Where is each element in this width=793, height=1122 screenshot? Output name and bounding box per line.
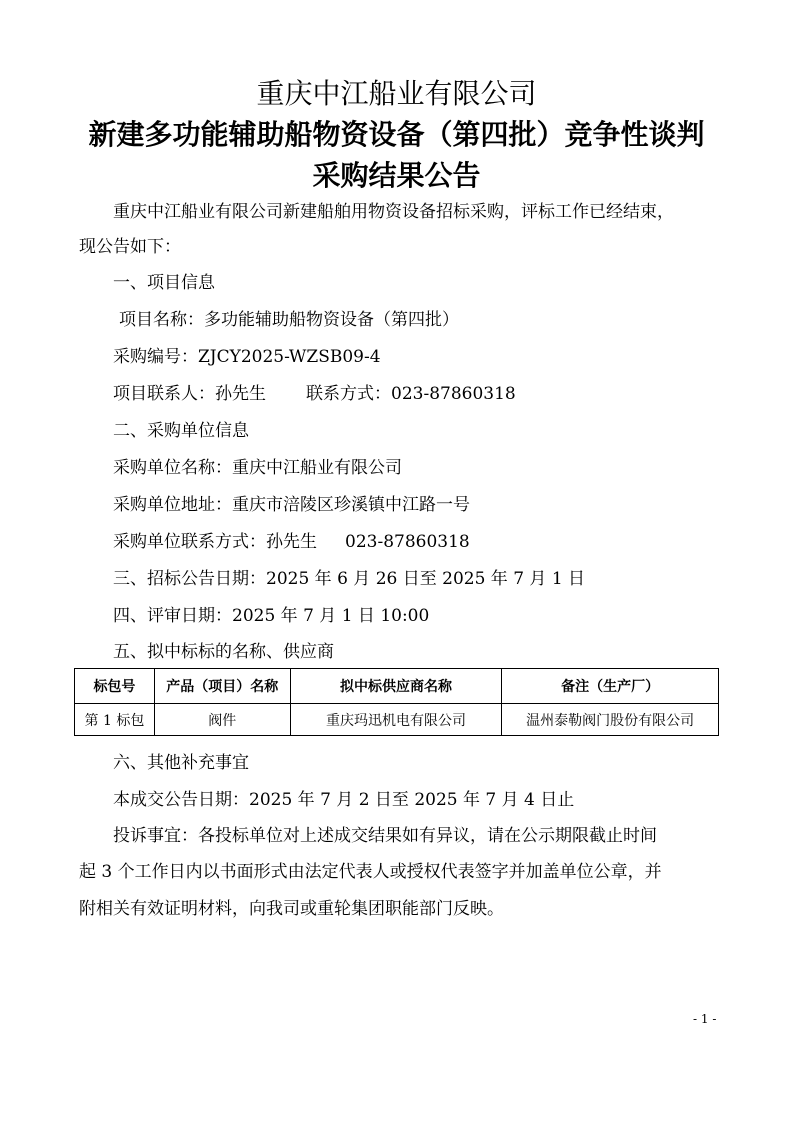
notice-title-line2: 采购结果公告	[312, 159, 481, 192]
contact-person: 项目联系人：孙先生	[113, 384, 266, 404]
table-cell: 重庆玛迅机电有限公司	[290, 704, 502, 736]
unit-name: 采购单位名称：重庆中江船业有限公司	[113, 458, 402, 478]
table-header-cell: 产品（项目）名称	[154, 669, 290, 704]
unit-contact	[113, 531, 470, 553]
notice-title-line1: 新建多功能辅助船物资设备（第四批）竞争性谈判	[88, 118, 705, 151]
section-2-heading: 二、采购单位信息	[113, 421, 249, 441]
award-table	[74, 668, 719, 736]
project-contact	[113, 383, 516, 405]
table-header-cell: 标包号	[75, 669, 155, 704]
complaint-line1: 投诉事宜：各投标单位对上述成交结果如有异议，请在公示期限截止时间	[113, 826, 657, 846]
project-name: 项目名称：多功能辅助船物资设备（第四批）	[119, 310, 459, 330]
table-header-cell: 备注（生产厂）	[502, 669, 719, 704]
intro-line1: 重庆中江船业有限公司新建船舶用物资设备招标采购，评标工作已经结束，	[113, 202, 674, 222]
complaint-line2: 起 3 个工作日内以书面形式由法定代表人或授权代表签字并加盖单位公章，并	[79, 862, 662, 882]
section-4-review-date: 四、评审日期：2025 年 7 月 1 日 10:00	[113, 606, 430, 626]
section-5-heading: 五、拟中标标的名称、供应商	[113, 642, 334, 662]
company-title: 重庆中江船业有限公司	[256, 77, 537, 110]
section-3-tender-date: 三、招标公告日期：2025 年 6 月 26 日至 2025 年 7 月 1 日	[113, 569, 586, 589]
table-header-cell: 拟中标供应商名称	[290, 669, 502, 704]
section-1-heading: 一、项目信息	[113, 273, 215, 293]
table-row	[75, 704, 719, 736]
unit-contact-phone: 023-87860318	[345, 532, 470, 552]
procure-number: 采购编号：ZJCY2025-WZSB09-4	[113, 347, 381, 367]
contact-phone: 联系方式：023-87860318	[306, 384, 516, 404]
table-header-row	[75, 669, 719, 704]
intro-line2: 现公告如下：	[79, 237, 181, 257]
publicity-period: 本成交公告日期：2025 年 7 月 2 日至 2025 年 7 月 4 日止	[113, 790, 575, 810]
complaint-line3: 附相关有效证明材料，向我司或重轮集团职能部门反映。	[79, 899, 504, 919]
table-cell: 温州泰勒阀门股份有限公司	[502, 704, 719, 736]
page-number: - 1 -	[693, 1012, 717, 1026]
table-cell: 阀件	[154, 704, 290, 736]
table-cell: 第 1 标包	[75, 704, 155, 736]
unit-contact-person: 采购单位联系方式：孙先生	[113, 532, 317, 552]
unit-address: 采购单位地址：重庆市涪陵区珍溪镇中江路一号	[113, 495, 470, 515]
section-6-heading: 六、其他补充事宜	[113, 753, 249, 773]
